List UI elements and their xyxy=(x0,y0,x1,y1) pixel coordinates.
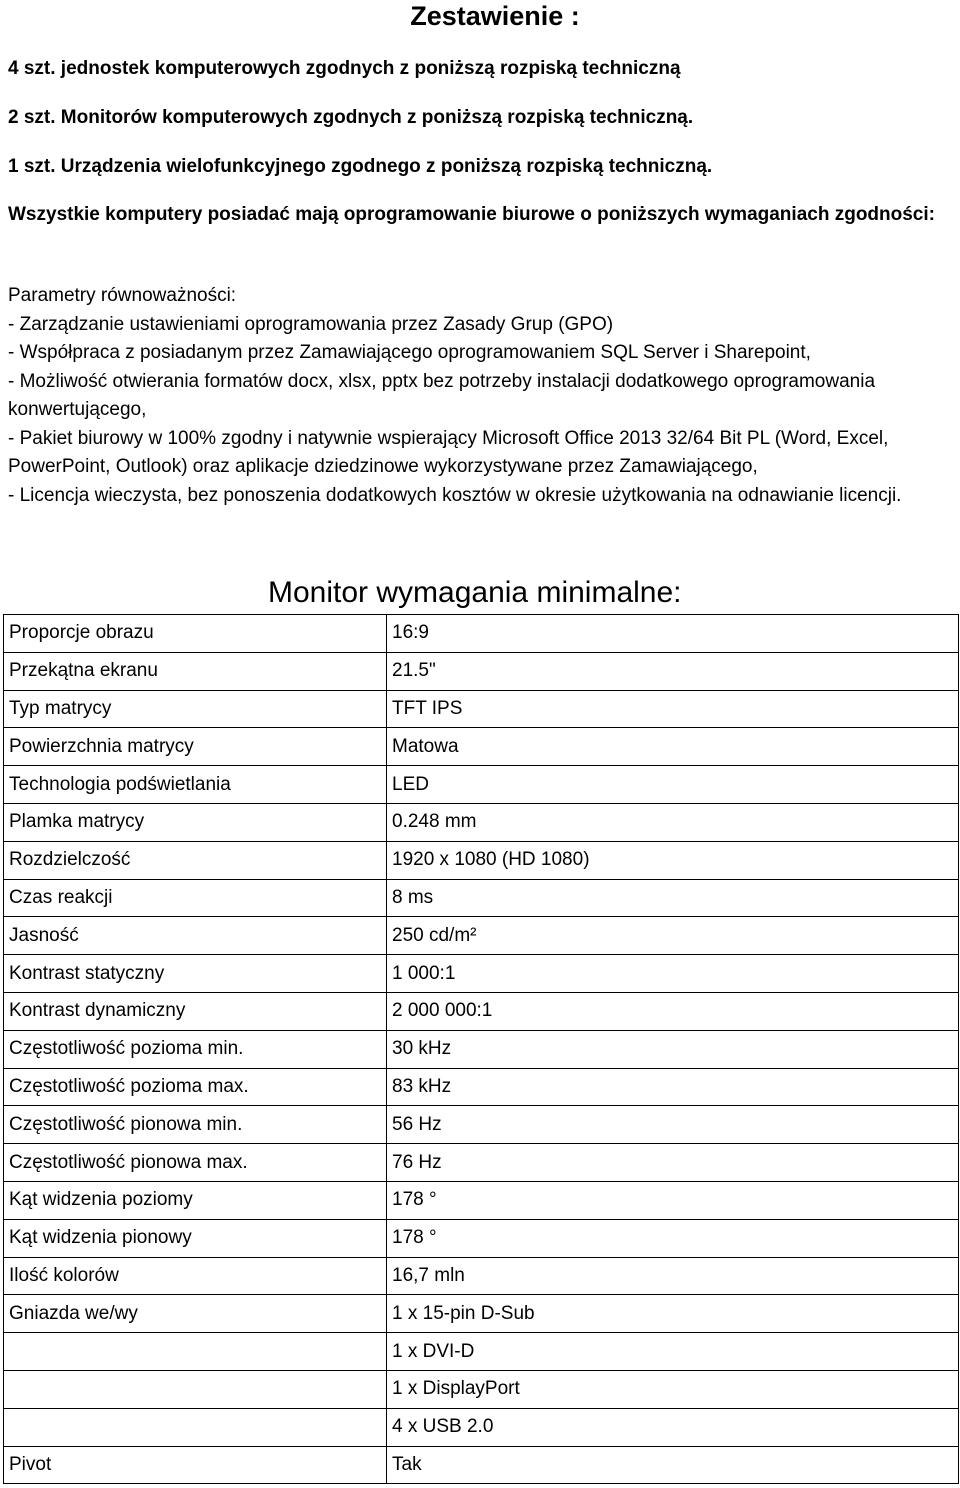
spec-row xyxy=(4,1181,959,1219)
equivalence-heading: Parametry równoważności: xyxy=(8,285,237,306)
spec-value: 21.5" xyxy=(387,652,959,690)
spec-label: Częstotliwość pozioma max. xyxy=(4,1068,387,1106)
spec-value: 1 000:1 xyxy=(387,955,959,993)
spec-row xyxy=(4,1030,959,1068)
spec-row xyxy=(4,955,959,993)
spec-value: 1 x DVI-D xyxy=(387,1333,959,1371)
spec-label: Częstotliwość pionowa min. xyxy=(4,1106,387,1144)
spec-row xyxy=(4,1068,959,1106)
spec-value: 83 kHz xyxy=(387,1068,959,1106)
spec-row xyxy=(4,766,959,804)
spec-value: 56 Hz xyxy=(387,1106,959,1144)
spec-value: Tak xyxy=(387,1446,959,1484)
spec-row xyxy=(4,1106,959,1144)
spec-value: 76 Hz xyxy=(387,1144,959,1182)
spec-value: 8 ms xyxy=(387,879,959,917)
spec-label: Częstotliwość pionowa max. xyxy=(4,1144,387,1182)
spec-value: 4 x USB 2.0 xyxy=(387,1408,959,1446)
spec-value: 1 x DisplayPort xyxy=(387,1370,959,1408)
spec-row xyxy=(4,803,959,841)
spec-value: 1920 x 1080 (HD 1080) xyxy=(387,841,959,879)
spec-row xyxy=(4,992,959,1030)
spec-label: Kąt widzenia poziomy xyxy=(4,1181,387,1219)
spec-label xyxy=(4,1370,387,1408)
spec-row xyxy=(4,690,959,728)
requirements-intro xyxy=(8,201,958,230)
requirements-intro-text: Wszystkie komputery posiadać mają oprogramowanie biurowe o poniższych wymaganiach zgodności: xyxy=(8,204,935,225)
spec-row xyxy=(4,1295,959,1333)
spec-value: TFT IPS xyxy=(387,690,959,728)
spec-label: Rozdzielczość xyxy=(4,841,387,879)
spec-label: Kontrast dynamiczny xyxy=(4,992,387,1030)
spec-label xyxy=(4,1333,387,1371)
spec-label: Powierzchnia matrycy xyxy=(4,728,387,766)
spec-row xyxy=(4,1446,959,1484)
page-title: Zestawienie : xyxy=(410,1,580,31)
spec-label: Typ matrycy xyxy=(4,690,387,728)
spec-label xyxy=(4,1408,387,1446)
summary-line-monitors: 2 szt. Monitorów komputerowych zgodnych z poniższą rozpiską techniczną. xyxy=(8,107,694,128)
spec-row xyxy=(4,1333,959,1371)
spec-row xyxy=(4,1370,959,1408)
spec-row xyxy=(4,879,959,917)
spec-label: Gniazda we/wy xyxy=(4,1295,387,1333)
spec-label: Kąt widzenia pionowy xyxy=(4,1219,387,1257)
monitor-section-title: Monitor wymagania minimalne: xyxy=(268,576,682,609)
spec-value: 16:9 xyxy=(387,615,959,653)
spec-value: Matowa xyxy=(387,728,959,766)
equivalence-item: - Zarządzanie ustawieniami oprogramowania przez Zasady Grup (GPO) xyxy=(8,313,614,335)
spec-value: 250 cd/m² xyxy=(387,917,959,955)
spec-row xyxy=(4,728,959,766)
spec-label: Jasność xyxy=(4,917,387,955)
spec-value: 1 x 15-pin D-Sub xyxy=(387,1295,959,1333)
spec-value: 178 ° xyxy=(387,1219,959,1257)
spec-value: LED xyxy=(387,766,959,804)
spec-value: 178 ° xyxy=(387,1181,959,1219)
summary-line-computers: 4 szt. jednostek komputerowych zgodnych z poniższą rozpiską techniczną xyxy=(8,58,681,79)
equivalence-item: - Pakiet biurowy w 100% zgodny i natywnie wspierający Microsoft Office 2013 32/64 Bit PL (Word, Excel, PowerPoint, Outlook) oraz aplikacje dziedzinowe wykorzystywane przez Zamawiającego, xyxy=(8,427,889,477)
spec-value: 0.248 mm xyxy=(387,803,959,841)
spec-label: Proporcje obrazu xyxy=(4,615,387,653)
equivalence-item: - Możliwość otwierania formatów docx, xlsx, pptx bez potrzeby instalacji dodatkowego oprogramowania konwertującego, xyxy=(8,370,876,420)
spec-label: Technologia podświetlania xyxy=(4,766,387,804)
equivalence-item: - Współpraca z posiadanym przez Zamawiającego oprogramowaniem SQL Server i Sharepoint, xyxy=(8,342,811,363)
monitor-spec-table xyxy=(3,614,959,1484)
spec-row xyxy=(4,1408,959,1446)
spec-label: Plamka matrycy xyxy=(4,803,387,841)
spec-row xyxy=(4,1219,959,1257)
spec-value: 30 kHz xyxy=(387,1030,959,1068)
spec-value: 2 000 000:1 xyxy=(387,992,959,1030)
spec-row xyxy=(4,1144,959,1182)
spec-label: Pivot xyxy=(4,1446,387,1484)
spec-label: Czas reakcji xyxy=(4,879,387,917)
spec-label: Ilość kolorów xyxy=(4,1257,387,1295)
equivalence-section xyxy=(8,282,958,510)
spec-label: Przekątna ekranu xyxy=(4,652,387,690)
spec-row xyxy=(4,1257,959,1295)
spec-label: Częstotliwość pozioma min. xyxy=(4,1030,387,1068)
spec-row xyxy=(4,917,959,955)
spec-label: Kontrast statyczny xyxy=(4,955,387,993)
summary-line-multifunction: 1 szt. Urządzenia wielofunkcyjnego zgodnego z poniższą rozpiską techniczną. xyxy=(8,156,713,177)
spec-value: 16,7 mln xyxy=(387,1257,959,1295)
spec-row xyxy=(4,615,959,653)
equivalence-item: - Licencja wieczysta, bez ponoszenia dodatkowych kosztów w okresie użytkowania na odnawianie licencji. xyxy=(8,484,902,506)
spec-row xyxy=(4,841,959,879)
spec-row xyxy=(4,652,959,690)
